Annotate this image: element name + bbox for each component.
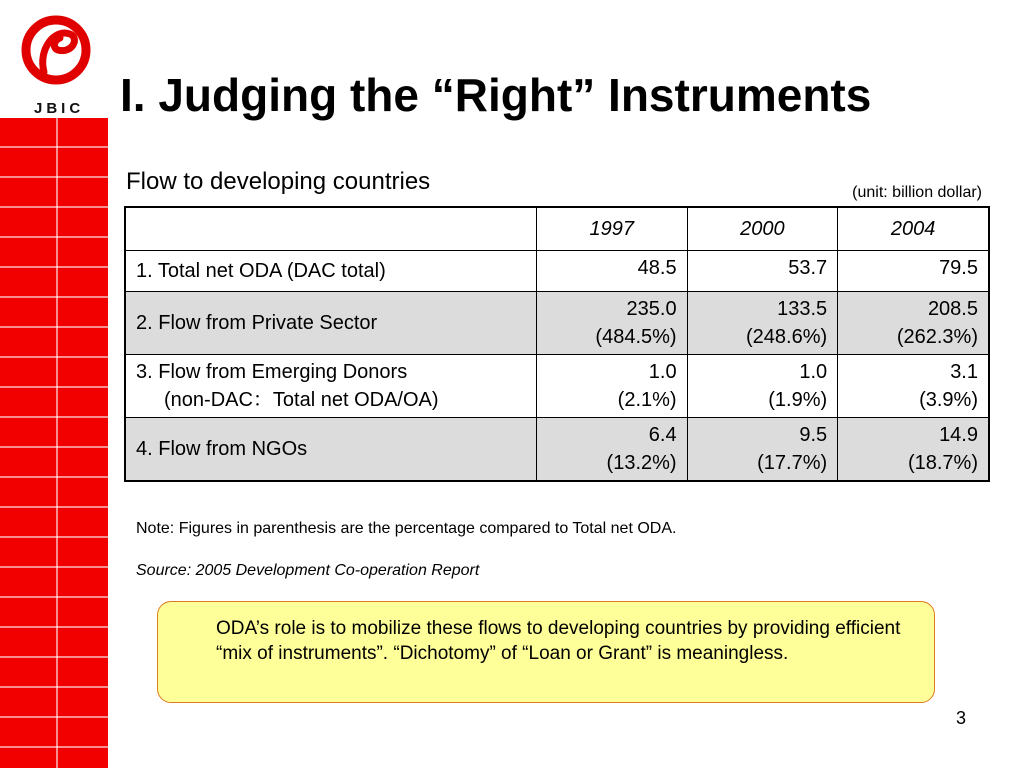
cell-percentage: (3.9%)	[919, 389, 978, 411]
table-note: Note: Figures in parenthesis are the percentage compared to Total net ODA.	[136, 520, 677, 537]
cell-percentage: (248.6%)	[746, 326, 828, 348]
cell-percentage: (18.7%)	[907, 452, 978, 474]
cell-value: 79.5	[939, 257, 978, 279]
cell-value: 1.0	[799, 361, 828, 383]
cell-percentage: (13.2%)	[606, 452, 677, 474]
cell-percentage: (484.5%)	[595, 326, 677, 348]
table-cell	[838, 251, 989, 292]
table-cell	[537, 418, 688, 482]
cell-percentage: (1.9%)	[768, 389, 828, 411]
decorative-red-strip	[0, 118, 108, 768]
table-cell	[838, 355, 989, 418]
jbic-logo	[14, 10, 100, 117]
cell-value: 133.5	[777, 298, 828, 320]
table-cell	[687, 355, 838, 418]
table-cell	[687, 292, 838, 355]
row-label-text: 1. Total net ODA (DAC total)	[136, 260, 386, 282]
cell-value: 9.5	[799, 424, 828, 446]
cell-percentage: (262.3%)	[896, 326, 978, 348]
header-2004: 2004	[838, 207, 989, 251]
table-cell	[537, 292, 688, 355]
cell-value: 14.9	[939, 424, 978, 446]
cell-value: 48.5	[637, 257, 677, 279]
row-label-text: 4. Flow from NGOs	[136, 438, 308, 460]
table-cell	[687, 251, 838, 292]
cell-percentage: (17.7%)	[757, 452, 828, 474]
table-header-row	[125, 207, 989, 251]
row-label-text: 3. Flow from Emerging Donors	[136, 361, 408, 383]
table-cell	[537, 355, 688, 418]
flow-table	[124, 206, 990, 482]
slide-title: I. Judging the “Right” Instruments	[120, 69, 872, 121]
table-row	[125, 251, 989, 292]
row-label-subtext: (non-DAC：Total net ODA/OA)	[164, 389, 439, 411]
table-row	[125, 355, 989, 418]
table-cell	[687, 418, 838, 482]
cell-value: 53.7	[788, 257, 828, 279]
table-cell	[838, 292, 989, 355]
table-cell	[537, 251, 688, 292]
page-number: 3	[955, 708, 966, 728]
table-subtitle: Flow to developing countries	[126, 168, 431, 195]
table-row	[125, 292, 989, 355]
cell-value: 235.0	[626, 298, 677, 320]
cell-percentage: (2.1%)	[617, 389, 677, 411]
cell-value: 1.0	[648, 361, 677, 383]
row-label	[125, 292, 537, 355]
jbic-logo-mark-icon	[14, 10, 100, 100]
cell-value: 6.4	[648, 424, 677, 446]
logo-text: JBIC	[34, 100, 85, 117]
header-2000: 2000	[687, 207, 838, 251]
row-label	[125, 418, 537, 482]
row-label-text: 2. Flow from Private Sector	[136, 312, 378, 334]
source-citation: Source: 2005 Development Co-operation Report	[136, 562, 480, 579]
cell-value: 3.1	[950, 361, 978, 383]
table-cell	[838, 418, 989, 482]
cell-value: 208.5	[927, 298, 978, 320]
row-label	[125, 251, 537, 292]
callout-box	[157, 601, 935, 703]
unit-label: (unit: billion dollar)	[852, 184, 982, 201]
row-label	[125, 355, 537, 418]
callout-text: ODA’s role is to mobilize these flows to developing countries by providing efficient “mix of instruments”. “Dichotomy” of “Loan or Grant” is meaningless.	[216, 618, 901, 664]
header-1997: 1997	[537, 207, 688, 251]
header-blank	[125, 207, 537, 251]
table-row	[125, 418, 989, 482]
